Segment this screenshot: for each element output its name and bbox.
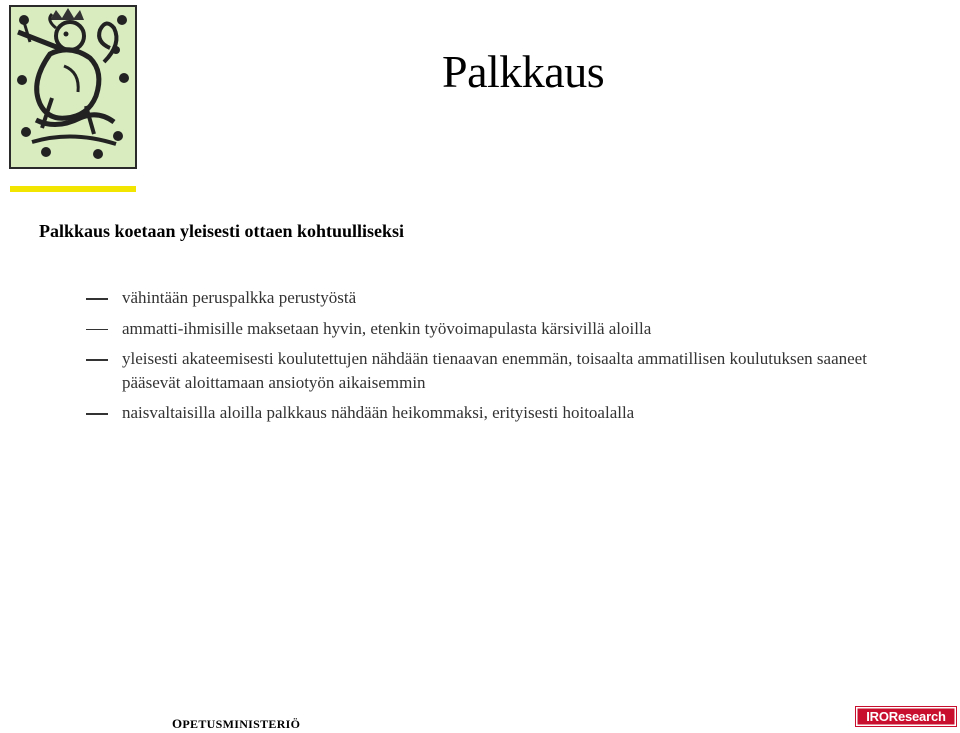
bullet-item: [86, 401, 926, 425]
accent-bar: [10, 186, 136, 192]
slide-subtitle: Palkkaus koetaan yleisesti ottaen kohtuulliseksi: [39, 221, 405, 241]
bullet-text: ammatti-ihmisille maksetaan hyvin, etenkin työvoimapulasta kärsivillä aloilla: [122, 318, 652, 338]
bullet-text: vähintään peruspalkka perustyöstä: [122, 288, 357, 307]
iro-research-logo: IROResearch: [856, 707, 956, 726]
bullet-item: [86, 317, 926, 341]
coat-of-arms-icon: [6, 2, 140, 172]
slide-title: Palkkaus: [442, 46, 605, 97]
bullet-item: [86, 286, 926, 310]
ministry-footer: [172, 716, 300, 732]
bullet-item: [86, 347, 926, 394]
bullet-list: [86, 286, 926, 432]
bullet-text: yleisesti akateemisesti koulutettujen nähdään tienaavan enemmän, toisaalta ammatillisen koulutuksen saaneet pääsevät aloittamaan ansiotyön aikaisemmin: [122, 349, 867, 392]
ministry-initial: O: [172, 716, 183, 731]
bullet-text: naisvaltaisilla aloilla palkkaus nähdään heikommaksi, erityisesti hoitoalalla: [122, 403, 635, 422]
ministry-name: PETUSMINISTERIÖ: [182, 717, 301, 731]
